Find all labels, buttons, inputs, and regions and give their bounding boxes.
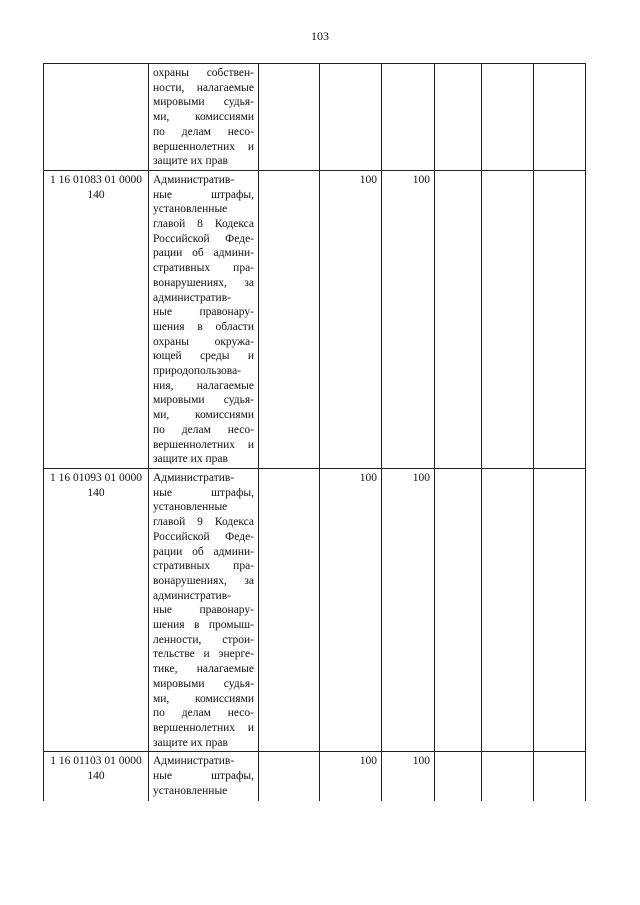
budget-code-cell	[44, 64, 149, 171]
revenue-name-line: Российской Феде-	[153, 232, 254, 245]
revenue-name-cell	[149, 752, 259, 802]
revenue-name-line: ния, налагаемые	[153, 379, 254, 392]
amount-cell	[435, 468, 482, 751]
revenue-name-line: защите их прав	[153, 736, 228, 749]
revenue-name-line: мировыми судья-	[153, 394, 254, 407]
amount-cell	[534, 468, 586, 751]
revenue-name-line: стративных пра-	[153, 560, 254, 573]
revenue-name-line: вершеннолетних и	[153, 438, 254, 451]
budget-code-cell: 1 16 01103 01 0000 140	[44, 752, 149, 802]
revenue-name-line: вонарушениях, за	[153, 276, 254, 289]
amount-cell	[259, 64, 320, 171]
revenue-name-cell	[149, 170, 259, 468]
revenue-name-line: вонарушениях, за	[153, 574, 254, 587]
revenue-name-line: стративных пра-	[153, 262, 254, 275]
revenue-name-line: установленные	[153, 784, 228, 797]
revenue-name-line: Российской Феде-	[153, 530, 254, 543]
amount-cell	[482, 752, 534, 802]
table-row	[44, 752, 586, 802]
budget-code-cell: 1 16 01093 01 0000 140	[44, 468, 149, 751]
revenue-name-line: административ-	[153, 589, 231, 602]
amount-cell: 100	[320, 752, 382, 802]
revenue-name-cell	[149, 468, 259, 751]
revenue-name-line: Административ-	[153, 173, 235, 186]
revenue-name-line: Административ-	[153, 755, 235, 768]
amount-cell: 100	[320, 468, 382, 751]
revenue-name-line: ные штрафы,	[153, 486, 254, 499]
amount-cell	[259, 752, 320, 802]
revenue-name-line: ми, комиссиями	[153, 409, 254, 422]
amount-cell	[259, 170, 320, 468]
budget-code-cell: 1 16 01083 01 0000 140	[44, 170, 149, 468]
table-row	[44, 64, 586, 171]
revenue-name-line: ми, комиссиями	[153, 111, 254, 124]
revenue-name-line: рации об админи-	[153, 545, 254, 558]
amount-cell	[482, 170, 534, 468]
amount-cell	[534, 170, 586, 468]
revenue-name-line: ные штрафы,	[153, 188, 254, 201]
budget-revenue-table	[43, 63, 586, 801]
revenue-name-line: мировыми судья-	[153, 677, 254, 690]
revenue-name-line: административ-	[153, 291, 231, 304]
revenue-name-line: рации об админи-	[153, 247, 254, 260]
amount-cell	[382, 64, 435, 171]
amount-cell	[534, 752, 586, 802]
revenue-name-line: установленные	[153, 501, 228, 514]
revenue-name-line: по делам несо-	[153, 707, 254, 720]
revenue-name-line: по делам несо-	[153, 423, 254, 436]
revenue-name-cell	[149, 64, 259, 171]
amount-cell	[259, 468, 320, 751]
revenue-name-line: ности, налагаемые	[153, 81, 254, 94]
revenue-name-line: тике, налагаемые	[153, 663, 254, 676]
revenue-name-line: тельстве и энерге-	[153, 648, 254, 661]
revenue-name-line: мировыми судья-	[153, 96, 254, 109]
revenue-name-line: установленные	[153, 203, 228, 216]
amount-cell	[320, 64, 382, 171]
amount-cell: 100	[382, 752, 435, 802]
revenue-name-line: главой 9 Кодекса	[153, 516, 254, 529]
amount-cell	[435, 170, 482, 468]
table-row	[44, 468, 586, 751]
revenue-name-line: ные штрафы,	[153, 770, 254, 783]
revenue-name-line: ми, комиссиями	[153, 692, 254, 705]
revenue-name-line: вершеннолетних и	[153, 140, 254, 153]
amount-cell: 100	[382, 468, 435, 751]
amount-cell	[482, 64, 534, 171]
revenue-name-line: защите их прав	[153, 155, 228, 168]
amount-cell: 100	[382, 170, 435, 468]
amount-cell: 100	[320, 170, 382, 468]
revenue-name-line: по делам несо-	[153, 125, 254, 138]
revenue-name-line: шения в промыш-	[153, 619, 254, 632]
revenue-name-line: охраны окружа-	[153, 335, 254, 348]
table-row	[44, 170, 586, 468]
page-number: 103	[311, 29, 329, 43]
amount-cell	[435, 752, 482, 802]
revenue-name-line: защите их прав	[153, 453, 228, 466]
revenue-name-line: вершеннолетних и	[153, 721, 254, 734]
revenue-name-line: главой 8 Кодекса	[153, 218, 254, 231]
amount-cell	[435, 64, 482, 171]
revenue-name-line: ленности, строи-	[153, 633, 254, 646]
revenue-name-line: ные правонару-	[153, 306, 254, 319]
revenue-name-line: ющей среды и	[153, 350, 254, 363]
revenue-name-line: охраны собствен-	[153, 67, 254, 79]
revenue-name-line: природопользова-	[153, 365, 242, 378]
amount-cell	[482, 468, 534, 751]
revenue-name-line: ные правонару-	[153, 604, 254, 617]
revenue-name-line: Административ-	[153, 471, 235, 484]
amount-cell	[534, 64, 586, 171]
revenue-name-line: шения в области	[153, 320, 254, 333]
